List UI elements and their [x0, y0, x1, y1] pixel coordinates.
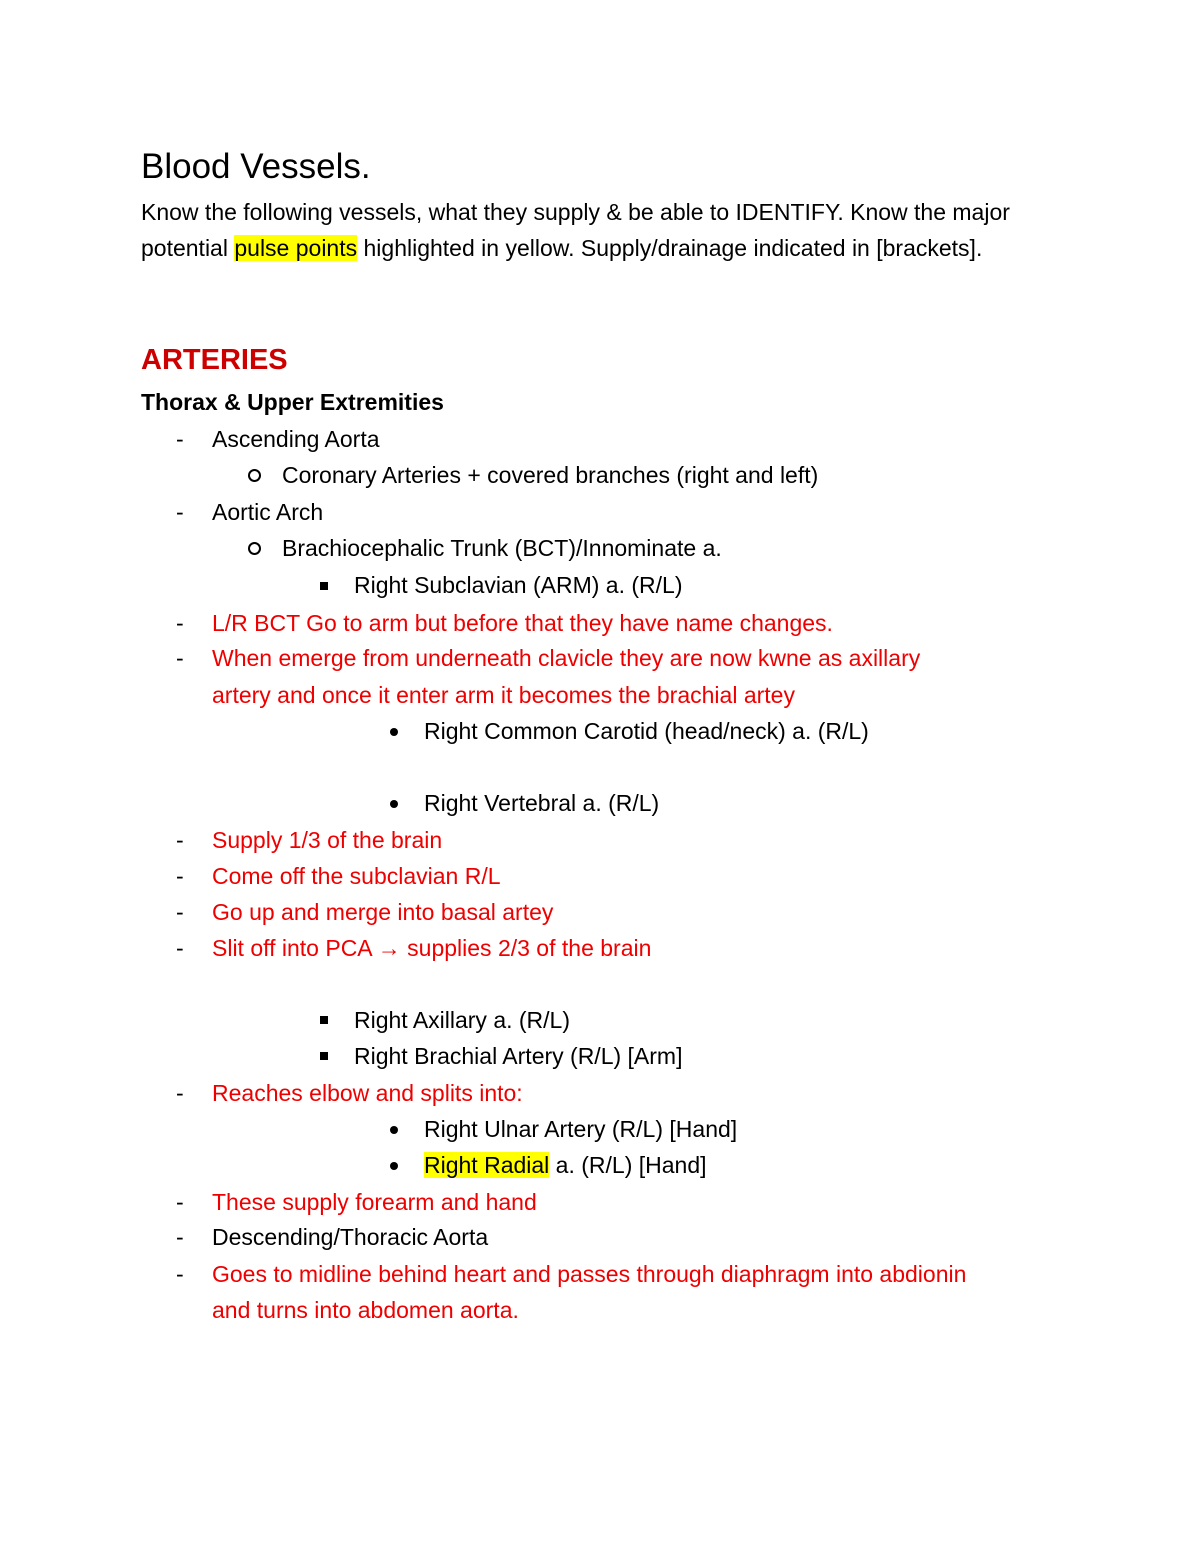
- dash-bullet: -: [176, 1080, 184, 1106]
- list-item-coronary: Coronary Arteries + covered branches (right and left): [282, 462, 819, 488]
- circle-bullet: [248, 542, 261, 555]
- list-item-bct: Brachiocephalic Trunk (BCT)/Innominate a.: [282, 535, 722, 561]
- note-midline-line-1: Goes to midline behind heart and passes through diaphragm into abdionin: [212, 1261, 967, 1287]
- list-item-ascending-aorta: Ascending Aorta: [212, 426, 380, 452]
- list-item-brachial: Right Brachial Artery (R/L) [Arm]: [354, 1043, 683, 1069]
- round-bullet: [390, 1162, 398, 1170]
- note-axillary-line-1: When emerge from underneath clavicle they are now kwne as axillary: [212, 645, 921, 671]
- dash-bullet: -: [176, 1189, 184, 1215]
- list-item-descending: Descending/Thoracic Aorta: [212, 1224, 489, 1250]
- dash-bullet: -: [176, 1224, 184, 1250]
- intro-text-1: Know the following vessels, what they supply & be able to IDENTIFY. Know the major potential: [141, 199, 1010, 261]
- round-bullet: [390, 800, 398, 808]
- radial-pulse-highlight: Right Radial: [424, 1152, 550, 1178]
- round-bullet: [390, 1126, 398, 1134]
- radial-rest: a. (R/L) [Hand]: [549, 1152, 707, 1178]
- note-name-changes: L/R BCT Go to arm but before that they have name changes.: [212, 610, 833, 636]
- note-pca-text-2: supplies 2/3 of the brain: [407, 935, 652, 961]
- note-elbow: Reaches elbow and splits into:: [212, 1080, 523, 1106]
- dash-bullet: -: [176, 899, 184, 925]
- pulse-points-highlight: pulse points: [234, 235, 358, 261]
- note-axillary-line-2: artery and once it enter arm it becomes the brachial artey: [212, 682, 795, 708]
- note-subclavian: Come off the subclavian R/L: [212, 863, 501, 889]
- note-pca-text-1: Slit off into PCA: [212, 935, 372, 961]
- page-title: Blood Vessels.: [141, 147, 371, 186]
- arrow-right-icon: →: [377, 935, 401, 961]
- square-bullet: [320, 1052, 328, 1060]
- dash-bullet: -: [176, 863, 184, 889]
- note-pca: [212, 930, 651, 966]
- circle-bullet: [248, 469, 261, 482]
- list-item-common-carotid: Right Common Carotid (head/neck) a. (R/L): [424, 718, 869, 744]
- dash-bullet: -: [176, 610, 184, 636]
- dash-bullet: -: [176, 827, 184, 853]
- list-item-radial: [424, 1147, 707, 1183]
- round-bullet: [390, 728, 398, 736]
- list-item-axillary: Right Axillary a. (R/L): [354, 1007, 571, 1033]
- list-item-subclavian: Right Subclavian (ARM) a. (R/L): [354, 572, 683, 598]
- dash-bullet: -: [176, 935, 184, 961]
- list-item-aortic-arch: Aortic Arch: [212, 499, 324, 525]
- note-forearm: These supply forearm and hand: [212, 1189, 537, 1215]
- section-heading-arteries: ARTERIES: [141, 344, 288, 376]
- note-basal: Go up and merge into basal artey: [212, 899, 554, 925]
- subheading-thorax: Thorax & Upper Extremities: [141, 389, 444, 415]
- dash-bullet: -: [176, 645, 184, 671]
- note-brain-third: Supply 1/3 of the brain: [212, 827, 443, 853]
- intro-paragraph: [141, 194, 1041, 266]
- square-bullet: [320, 582, 328, 590]
- note-midline-line-2: and turns into abdomen aorta.: [212, 1297, 519, 1323]
- dash-bullet: -: [176, 1261, 184, 1287]
- square-bullet: [320, 1016, 328, 1024]
- list-item-ulnar: Right Ulnar Artery (R/L) [Hand]: [424, 1116, 738, 1142]
- dash-bullet: -: [176, 426, 184, 452]
- intro-text-2: highlighted in yellow. Supply/drainage indicated in [brackets].: [357, 235, 983, 261]
- list-item-vertebral: Right Vertebral a. (R/L): [424, 790, 660, 816]
- dash-bullet: -: [176, 499, 184, 525]
